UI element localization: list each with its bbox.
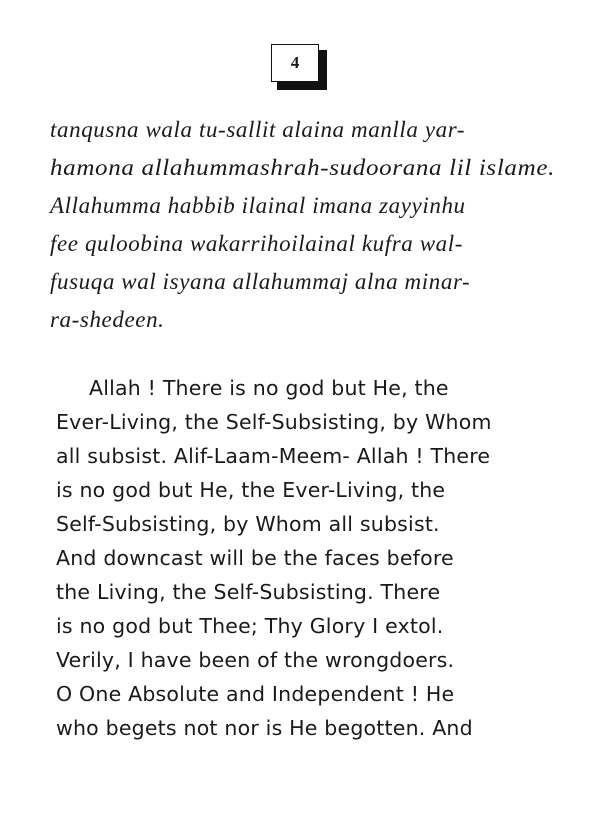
translation-line: is no god but Thee; Thy Glory I extol. [56,614,444,638]
translation-line: the Living, the Self-Subsisting. There [56,580,441,604]
translation-line: Verily, I have been of the wrongdoers. [56,648,455,672]
book-page: 4 tanqusna wala tu-sallit alaina manlla yar- hamona allahummashrah-sudoorana lil islame. Allahumma habbib ilainal imana zayyinhu fee quloobina wakarrihoilainal kufra wal- fusuqa wal isyana allahummaj alna minar- ra-shedeen. Allah ! There is no god but He, the Ever-Living, the Self-Subsisting, by Whom all subsist. Alif-Laam-Meem- Allah ! There is no god but He, the Ever-Living, the Self-Subsisting, by Whom all subsist. And downcast will be the faces before the Living, the Self-Subsisting. There is no god but Thee; Thy Glory I extol. Verily, I have been of the wrongdoers. O One Absolute and Independent ! He who begets not nor is He begotten. And [0,0,600,839]
translation-line: Self-Subsisting, by Whom all subsist. [56,512,440,536]
translation-line: is no god but He, the Ever-Living, the [56,478,446,502]
translation-line: And downcast will be the faces before [56,546,454,570]
translation-line: O One Absolute and Independent ! He [56,682,455,706]
page-number: 4 [271,44,319,82]
translation-line: Ever-Living, the Self-Subsisting, by Whom [56,410,492,434]
translation-line: who begets not nor is He begotten. And [56,716,473,740]
page-number-box [271,44,327,90]
translation-line: Allah ! There is no god but He, the [89,376,449,400]
translation-line: all subsist. Alif-Laam-Meem- Allah ! There [56,444,491,468]
